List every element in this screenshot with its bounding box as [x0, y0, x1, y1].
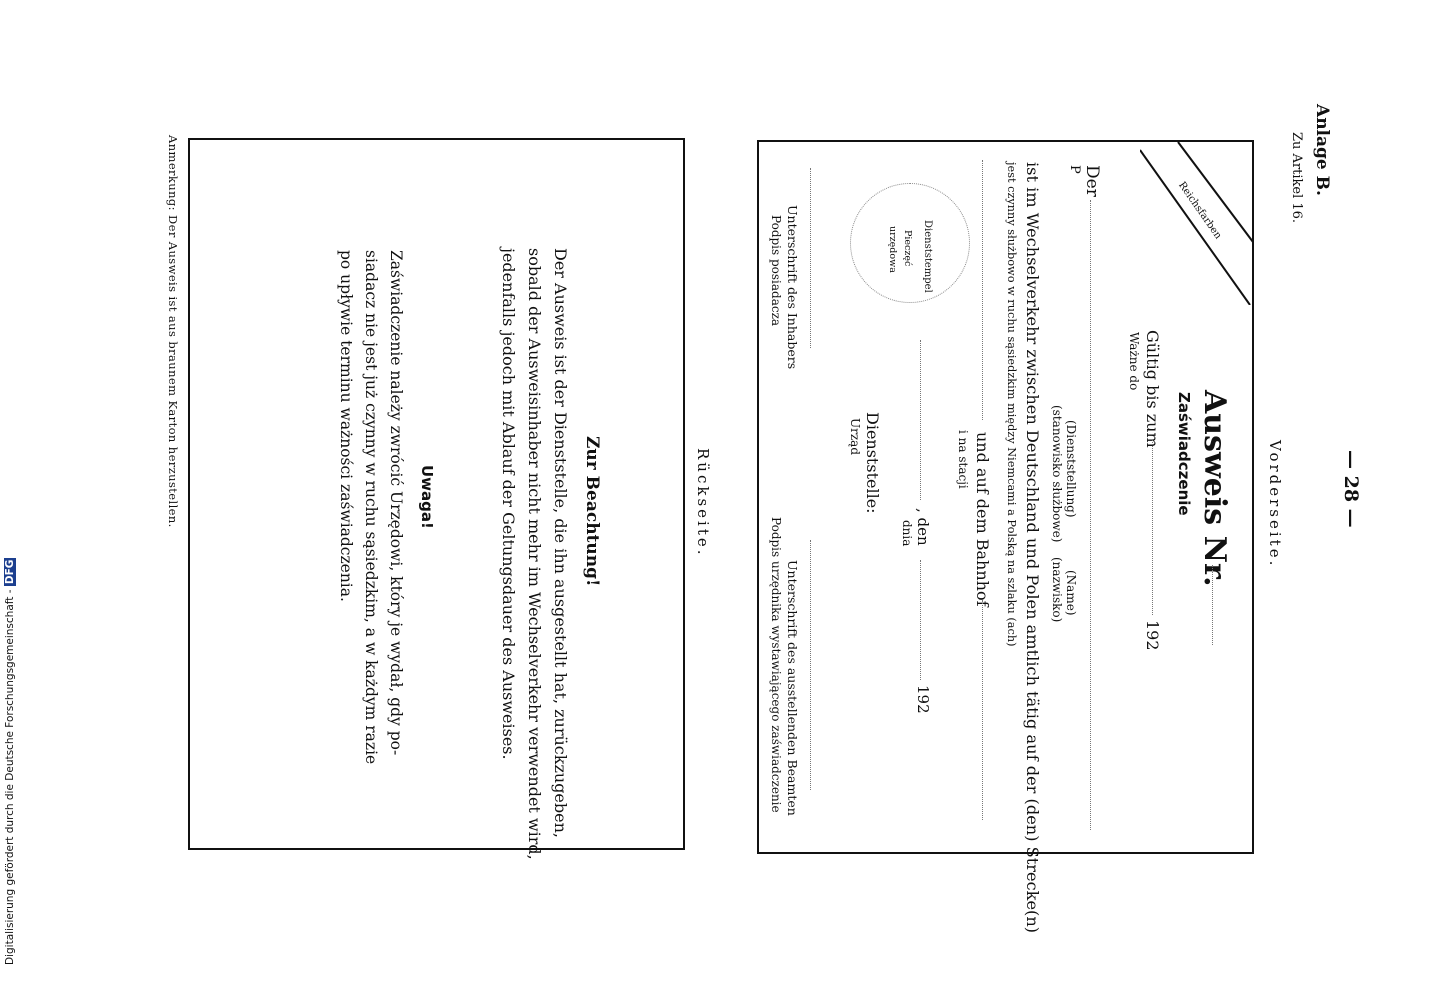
back-side-label: Rückseite. — [694, 448, 712, 558]
date-line — [920, 560, 921, 680]
official-signature-caption: Unterschrift des ausstellenden Beamten — [785, 560, 800, 816]
holder-signature-caption-polish: Podpis posiadacza — [769, 215, 783, 327]
back-polish-line-2: siadacz nie jest już czynny w ruchu sąsiedzkim, a w każdym razie — [362, 250, 380, 765]
corner-band-label: Reichsfarben — [1175, 180, 1224, 242]
corner-band — [1140, 140, 1254, 305]
service-statement: ist im Wechselverkehr zwischen Deutschland und Polen amtlich tätig auf der (den) Strecke(n) — [1023, 162, 1042, 934]
back-heading-polish: Uwaga! — [418, 465, 436, 529]
der-label: Der — [1082, 165, 1102, 197]
attachment-label: Anlage B. — [1312, 104, 1332, 196]
stamp-label-polish-2: urzędowa — [887, 226, 898, 273]
holder-signature-line — [810, 168, 811, 348]
back-heading: Zur Beachtung! — [582, 436, 602, 587]
back-card — [188, 138, 685, 850]
office-label: Dienststelle: — [863, 412, 882, 514]
date-label-polish: dnia — [900, 520, 914, 547]
front-side-label: Vorderseite. — [1266, 440, 1284, 569]
route-line — [982, 160, 983, 420]
date-label: , den — [914, 508, 932, 546]
official-signature-caption-polish: Podpis urzędnika wystawiającego zaświadczenie — [769, 517, 783, 813]
article-reference: Zu Artikel 16. — [1289, 132, 1304, 224]
office-label-polish: Urząd — [848, 418, 862, 456]
service-statement-polish: jest czynny służbowo w ruchu sąsiedzkim między Niemcami a Polską na szlaku (ach) — [1005, 162, 1018, 647]
role-caption: (Dienststellung) — [1064, 420, 1078, 518]
digitization-note: Digitalisierung gefördert durch die Deutsche Forschungsgemeinschaft - DFG — [4, 559, 16, 965]
page-number: — 28 — — [1340, 450, 1362, 528]
valid-until-line — [1152, 440, 1153, 615]
card-title-polish: Zaświadczenie — [1175, 392, 1193, 516]
stamp-label-polish-1: Pieczęć — [902, 230, 913, 267]
official-signature-line — [810, 540, 811, 790]
dfg-logo: DFG — [4, 559, 16, 585]
station-label: und auf dem Bahnhof — [973, 432, 992, 607]
stamp-label: Dienststempel — [922, 220, 933, 293]
title-number-line — [1212, 565, 1213, 645]
date-year: 192 — [914, 685, 932, 714]
station-line — [982, 600, 983, 820]
der-label-polish: P — [1067, 165, 1082, 174]
role-caption-polish: (stanowisko służbowe) — [1050, 405, 1064, 543]
station-label-polish: i na stacji — [956, 430, 970, 489]
holder-signature-caption: Unterschrift des Inhabers — [785, 205, 800, 370]
name-line — [1090, 200, 1091, 830]
back-text-line-1: Der Ausweis ist der Dienststelle, die ihn ausgestellt hat, zurückzugeben, — [551, 248, 570, 838]
footnote: Anmerkung: Der Ausweis ist aus braunem Karton herzustellen. — [166, 135, 180, 528]
card-title: Ausweis Nr. — [1197, 390, 1232, 587]
valid-year: 192 — [1143, 620, 1162, 651]
place-line — [920, 340, 921, 500]
back-text-line-2: sobald der Ausweisinhaber nicht mehr im Wechselverkehr verwendet wird, — [525, 248, 544, 860]
back-polish-line-1: Zaświadczenie należy zwrócić Urzędowi, który je wydał, gdy po- — [387, 250, 405, 756]
name-caption-polish: (nazwisko) — [1050, 557, 1064, 623]
back-text-line-3: jedenfalls jedoch mit Ablauf der Geltungsdauer des Ausweises. — [499, 248, 518, 760]
back-polish-line-3: po upływie terminu ważności zaświadczenia. — [337, 250, 355, 602]
valid-until-label: Gültig bis zum — [1143, 330, 1162, 448]
name-caption: (Name) — [1064, 570, 1078, 616]
valid-until-label-polish: Ważne do — [1127, 332, 1141, 391]
